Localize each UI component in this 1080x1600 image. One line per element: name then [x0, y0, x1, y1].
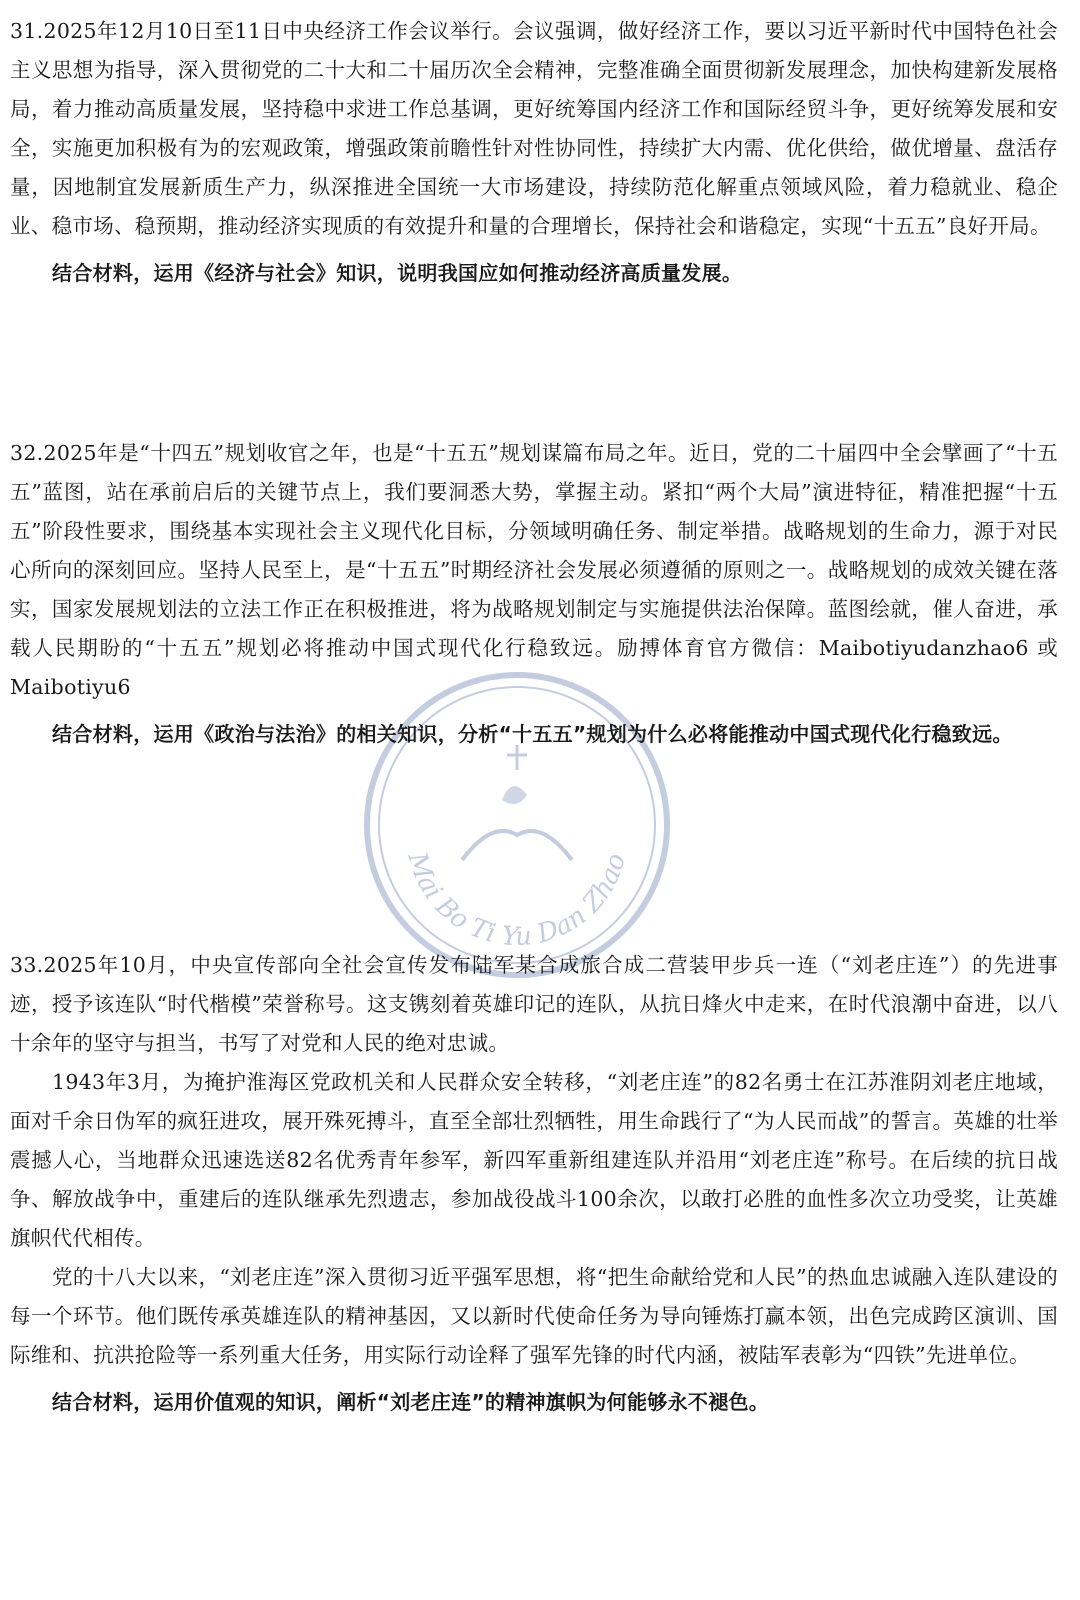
question-33-stem: 33.2025年10月，中央宣传部向全社会宣传发布陆军某合成旅合成二营装甲步兵一连（“刘老庄连”）的先进事迹，授予该连队“时代楷模”荣誉称号。这支镌刻着英雄印记的连队，从抗日烽火中走来，在时代浪潮中奋进，以八十余年的坚守与担当，书写了对党和人民的绝对忠诚。: [10, 953, 1058, 1055]
question-33-paragraph-1: 1943年3月，为掩护淮海区党政机关和人民群众安全转移，“刘老庄连”的82名勇士在江苏淮阴刘老庄地域，面对千余日伪军的疯狂进攻，展开殊死搏斗，直至全部壮烈牺牲，用生命践行了“为人民而战”的誓言。英雄的壮举震撼人心，当地群众迅速选送82名优秀青年参军，新四军重新组建连队并沿用“刘老庄连”称号。在后续的抗日战争、解放战争中，重建后的连队继承先烈遗志，参加战役战斗100余次，以敢打必胜的血性多次立功受奖，让英雄旗帜代代相传。: [10, 1070, 1058, 1250]
watermark-text: Mai Bo Ti Yu Dan Zhao: [401, 848, 632, 953]
question-31: [10, 12, 1058, 293]
question-33-paragraph-2: 党的十八大以来，“刘老庄连”深入贯彻习近平强军思想，将“把生命献给党和人民”的热血忠诚融入连队建设的每一个环节。他们既传承英雄连队的精神基因，又以新时代使命任务为导向锤炼打赢本领，出色完成跨区演训、国际维和、抗洪抢险等一系列重大任务，用实际行动诠释了强军先锋的时代内涵，被陆军表彰为“四铁”先进单位。: [10, 1265, 1058, 1367]
question-31-prompt: 结合材料，运用《经济与社会》知识，说明我国应如何推动经济高质量发展。: [52, 261, 743, 285]
question-33-prompt: 结合材料，运用价值观的知识，阐析“刘老庄连”的精神旗帜为何能够永不褪色。: [52, 1390, 770, 1414]
question-32-prompt: 结合材料，运用《政治与法治》的相关知识，分析“十五五”规划为什么必将能推动中国式现代化行稳致远。: [52, 722, 1013, 746]
question-33: [10, 946, 1058, 1422]
question-32: [10, 434, 1058, 754]
question-32-stem: 32.2025年是“十四五”规划收官之年，也是“十五五”规划谋篇布局之年。近日，党的二十届四中全会擘画了“十五五”蓝图，站在承前启后的关键节点上，我们要洞悉大势，掌握主动。紧扣“两个大局”演进特征，精准把握“十五五”阶段性要求，围绕基本实现社会主义现代化目标，分领域明确任务、制定举措。战略规划的生命力，源于对民心所向的深刻回应。坚持人民至上，是“十五五”时期经济社会发展必须遵循的原则之一。战略规划的成效关键在落实，国家发展规划法的立法工作正在积极推进，将为战略规划制定与实施提供法治保障。蓝图绘就，催人奋进，承载人民期盼的“十五五”规划必将推动中国式现代化行稳致远。励搏体育官方微信：Maibotiyudanzhao6 或 Maibotiyu6: [10, 441, 1058, 699]
question-31-stem: 31.2025年12月10日至11日中央经济工作会议举行。会议强调，做好经济工作，要以习近平新时代中国特色社会主义思想为指导，深入贯彻党的二十大和二十届历次全会精神，完整准确全面贯彻新发展理念，加快构建新发展格局，着力推动高质量发展，坚持稳中求进工作总基调，更好统筹国内经济工作和国际经贸斗争，更好统筹发展和安全，实施更加积极有为的宏观政策，增强政策前瞻性针对性协同性，持续扩大内需、优化供给，做优增量、盘活存量，因地制宜发展新质生产力，纵深推进全国统一大市场建设，持续防范化解重点领域风险，着力稳就业、稳企业、稳市场、稳预期，推动经济实现质的有效提升和量的合理增长，保持社会和谐稳定，实现“十五五”良好开局。: [10, 19, 1058, 238]
